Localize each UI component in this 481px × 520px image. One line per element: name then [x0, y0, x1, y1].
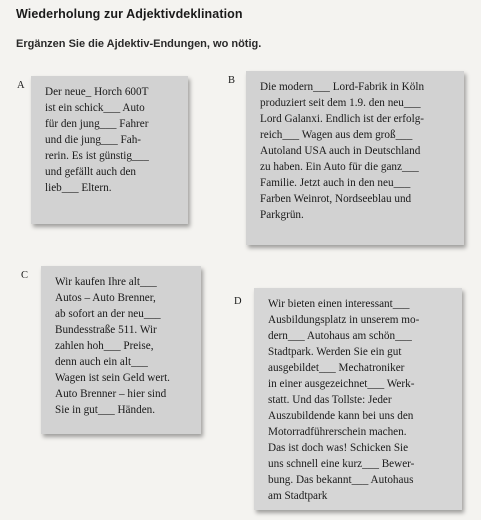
text-line: Wir kaufen Ihre alt___ [55, 276, 157, 288]
text-line: Auszubildende kann bei uns den [268, 410, 414, 422]
text-line: produziert seit dem 1.9. den neu___ [260, 97, 421, 109]
exercise-letter-d: D [234, 296, 242, 307]
text-line: Die modern___ Lord-Fabrik in Köln [260, 81, 425, 93]
text-line: Der neue_ Horch 600T [45, 86, 149, 98]
text-line: Auto Brenner – hier sind [55, 388, 167, 400]
exercise-box-d [254, 288, 462, 510]
text-line: Parkgrün. [260, 209, 304, 221]
text-line: und gefällt auch den [45, 166, 137, 178]
text-line: am Stadtpark [268, 490, 328, 502]
page-title: Wiederholung zur Adjektivdeklination [16, 7, 243, 21]
text-line: für den jung___ Fahrer [45, 118, 149, 130]
text-line: Das ist doch was! Schicken Sie [268, 442, 409, 454]
text-line: Stadtpark. Werden Sie ein gut [268, 346, 402, 358]
text-line: Autoland USA auch in Deutschland [260, 145, 421, 157]
text-line: Farben Weinrot, Nordseeblau und [260, 193, 412, 205]
text-line: ausgebildet___ Mechatroniker [268, 362, 405, 374]
text-line: ist ein schick___ Auto [45, 102, 145, 114]
text-line: dern___ Autohaus am schön___ [268, 330, 412, 342]
text-line: Motorradführerschein machen. [268, 426, 407, 438]
exercise-letter-c: C [21, 270, 29, 281]
instruction-text: Ergänzen Sie die Ajdektiv-Endungen, wo nötig. [16, 38, 262, 50]
exercise-letter-a: A [17, 80, 25, 91]
text-line: zu haben. Ein Auto für die ganz___ [260, 161, 419, 173]
text-line: Ausbildungsplatz in unserem mo- [268, 314, 420, 326]
text-line: rerin. Es ist günstig___ [45, 150, 149, 162]
text-line: ab sofort an der neu___ [55, 308, 161, 320]
exercise-box-a [31, 76, 188, 224]
exercise-box-b [246, 71, 464, 245]
text-line: Lord Galanxi. Endlich ist der erfolg- [260, 113, 425, 125]
exercise-box-c [41, 266, 201, 434]
text-line: lieb___ Eltern. [45, 182, 112, 194]
text-line: Familie. Jetzt auch in den neu___ [260, 177, 411, 189]
text-line: in einer ausgezeichnet___ Werk- [268, 378, 415, 390]
text-line: reich___ Wagen aus dem groß___ [260, 129, 413, 141]
text-line: Bundesstraße 511. Wir [55, 324, 157, 336]
text-line: uns schnell eine kurz___ Bewer- [268, 458, 415, 470]
text-line: statt. Und das Tollste: Jeder [268, 394, 392, 406]
text-line: Wagen ist sein Geld wert. [55, 372, 170, 384]
text-line: Wir bieten einen interessant___ [268, 298, 410, 310]
exercise-letter-b: B [228, 75, 236, 86]
text-line: denn auch ein alt___ [55, 356, 148, 368]
text-line: Sie in gut___ Händen. [55, 404, 156, 416]
text-line: zahlen hoh___ Preise, [55, 340, 154, 352]
text-line: Autos – Auto Brenner, [55, 292, 156, 304]
text-line: und die jung___ Fah- [45, 134, 142, 146]
text-line: bung. Das bekannt___ Autohaus [268, 474, 414, 486]
